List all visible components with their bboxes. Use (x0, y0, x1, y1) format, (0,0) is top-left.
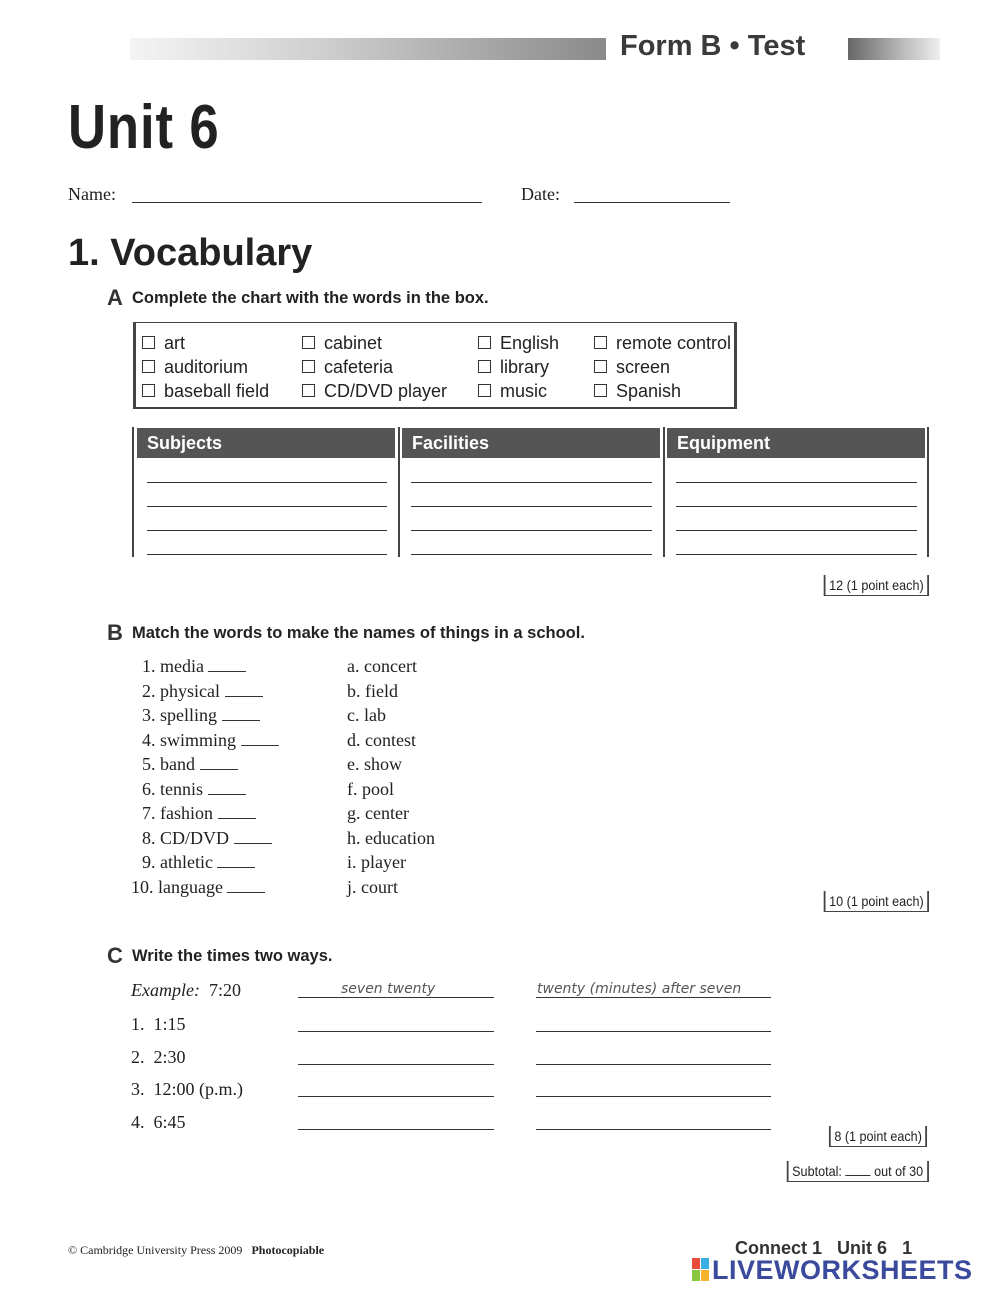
list-item: 3. spelling (131, 705, 279, 730)
match-left-list (131, 656, 279, 901)
footer-copyright: © Cambridge University Press 2009 Photocopiable (68, 1243, 325, 1257)
list-item: 2. physical (131, 681, 279, 706)
name-field[interactable] (132, 202, 482, 203)
header-gradient-bar (130, 38, 606, 60)
checkbox-icon[interactable] (142, 360, 155, 373)
section-title: 1. Vocabulary (68, 232, 313, 274)
list-item: 9. athletic (131, 852, 279, 877)
answer-line[interactable] (536, 1064, 771, 1065)
word-item[interactable]: auditorium (142, 355, 269, 379)
time-item: 1. 1:15 (131, 1014, 186, 1034)
word-column-3 (478, 331, 559, 403)
checkbox-icon[interactable] (594, 360, 607, 373)
answer-blank[interactable] (218, 806, 256, 819)
part-c-instruction: Write the times two ways. (132, 947, 333, 965)
footer-book-info: Connect 1 Unit 6 1 (735, 1238, 913, 1258)
list-item: b. field (347, 680, 398, 701)
word-item[interactable]: cafeteria (302, 355, 447, 379)
answer-blank[interactable] (208, 782, 246, 795)
time-item: 4. 6:45 (131, 1112, 186, 1132)
date-field[interactable] (574, 202, 730, 203)
answer-line[interactable] (411, 554, 652, 555)
chart-header-facilities: Facilities (402, 428, 660, 458)
score-box-c: 8 (1 point each) (829, 1126, 927, 1147)
chart-border (132, 427, 134, 557)
answer-blank[interactable] (225, 684, 263, 697)
list-item: 6. tennis (131, 779, 279, 804)
word-column-2 (302, 331, 447, 403)
subtotal-blank[interactable] (846, 1165, 871, 1176)
checkbox-icon[interactable] (302, 360, 315, 373)
answer-blank[interactable] (208, 659, 246, 672)
chart-divider (663, 427, 665, 557)
word-item[interactable]: music (478, 379, 559, 403)
word-item[interactable]: baseball field (142, 379, 269, 403)
checkbox-icon[interactable] (142, 384, 155, 397)
part-c-letter: C (107, 943, 123, 968)
answer-line[interactable] (147, 506, 387, 507)
liveworksheets-watermark: LIVEWORKSHEETS (712, 1255, 973, 1285)
word-box (133, 322, 737, 409)
answer-line[interactable] (676, 506, 917, 507)
answer-blank[interactable] (222, 708, 260, 721)
example-line-2 (536, 997, 771, 998)
subtotal-label: Subtotal: (792, 1163, 843, 1179)
list-item: h. education (347, 827, 435, 848)
answer-line[interactable] (411, 506, 652, 507)
time-item: 2. 2:30 (131, 1047, 186, 1067)
list-item: e. show (347, 754, 402, 774)
match-right-list (347, 656, 435, 901)
word-item[interactable]: art (142, 331, 269, 355)
list-item: 5. band (131, 754, 279, 779)
score-box-a: 12 (1 point each) (824, 575, 929, 596)
answer-line[interactable] (298, 1129, 494, 1130)
example-row (131, 980, 241, 1001)
answer-line[interactable] (147, 530, 387, 531)
answer-blank[interactable] (227, 880, 265, 893)
answer-line[interactable] (147, 482, 387, 483)
word-column-4 (594, 331, 731, 403)
answer-line[interactable] (411, 482, 652, 483)
checkbox-icon[interactable] (478, 360, 491, 373)
example-answer-1: seven twenty (341, 981, 436, 997)
list-item: c. lab (347, 705, 386, 725)
word-item[interactable]: English (478, 331, 559, 355)
checkbox-icon[interactable] (302, 384, 315, 397)
unit-title: Unit 6 (68, 93, 220, 162)
example-line-1 (298, 997, 494, 998)
part-b-instruction: Match the words to make the names of things in a school. (132, 624, 585, 642)
answer-line[interactable] (676, 530, 917, 531)
list-item: j. court (347, 876, 398, 897)
answer-line[interactable] (298, 1096, 494, 1097)
subtotal-box (787, 1161, 929, 1182)
list-item: 7. fashion (131, 803, 279, 828)
answer-line[interactable] (676, 482, 917, 483)
list-item: g. center (347, 803, 409, 823)
part-a-letter: A (107, 285, 123, 310)
word-column-1 (142, 331, 269, 403)
answer-blank[interactable] (217, 855, 255, 868)
answer-line[interactable] (147, 554, 387, 555)
time-item: 3. 12:00 (p.m.) (131, 1079, 243, 1099)
answer-line[interactable] (536, 1031, 771, 1032)
word-item[interactable]: remote control (594, 331, 731, 355)
chart-border (927, 427, 929, 557)
score-box-b: 10 (1 point each) (824, 891, 929, 912)
checkbox-icon[interactable] (302, 336, 315, 349)
word-item[interactable]: cabinet (302, 331, 447, 355)
list-item: 8. CD/DVD (131, 828, 279, 853)
part-b-letter: B (107, 620, 123, 645)
liveworksheets-logo-icon (692, 1258, 710, 1282)
answer-line[interactable] (536, 1096, 771, 1097)
list-item: f. pool (347, 778, 394, 799)
list-item: 4. swimming (131, 730, 279, 755)
example-answer-2: twenty (minutes) after seven (537, 981, 742, 997)
word-item[interactable]: screen (594, 355, 731, 379)
list-item: 10. language (131, 877, 279, 902)
part-a-instruction: Complete the chart with the words in the box. (132, 289, 489, 307)
date-label: Date: (521, 184, 560, 204)
chart-header-subjects: Subjects (137, 428, 395, 458)
checkbox-icon[interactable] (142, 336, 155, 349)
chart-header-equipment: Equipment (667, 428, 925, 458)
header-gradient-tail (848, 38, 940, 60)
word-item[interactable]: CD/DVD player (302, 379, 447, 403)
list-item: 1. media (131, 656, 279, 681)
answer-blank[interactable] (241, 733, 279, 746)
answer-line[interactable] (536, 1129, 771, 1130)
example-time: 7:20 (208, 980, 241, 1000)
answer-blank[interactable] (200, 757, 238, 770)
answer-line[interactable] (676, 554, 917, 555)
subtotal-suffix: out of 30 (874, 1163, 924, 1179)
answer-line[interactable] (298, 1064, 494, 1065)
checkbox-icon[interactable] (594, 336, 607, 349)
list-item: d. contest (347, 729, 416, 750)
answer-line[interactable] (298, 1031, 494, 1032)
form-title: Form B • Test (620, 30, 806, 62)
word-item[interactable]: library (478, 355, 559, 379)
answer-line[interactable] (411, 530, 652, 531)
word-item[interactable]: Spanish (594, 379, 731, 403)
example-label: Example: (131, 980, 200, 1000)
checkbox-icon[interactable] (478, 384, 491, 397)
chart-divider (398, 427, 400, 557)
list-item: a. concert (347, 656, 417, 676)
checkbox-icon[interactable] (478, 336, 491, 349)
checkbox-icon[interactable] (594, 384, 607, 397)
name-label: Name: (68, 184, 116, 204)
list-item: i. player (347, 852, 406, 872)
answer-blank[interactable] (234, 831, 272, 844)
